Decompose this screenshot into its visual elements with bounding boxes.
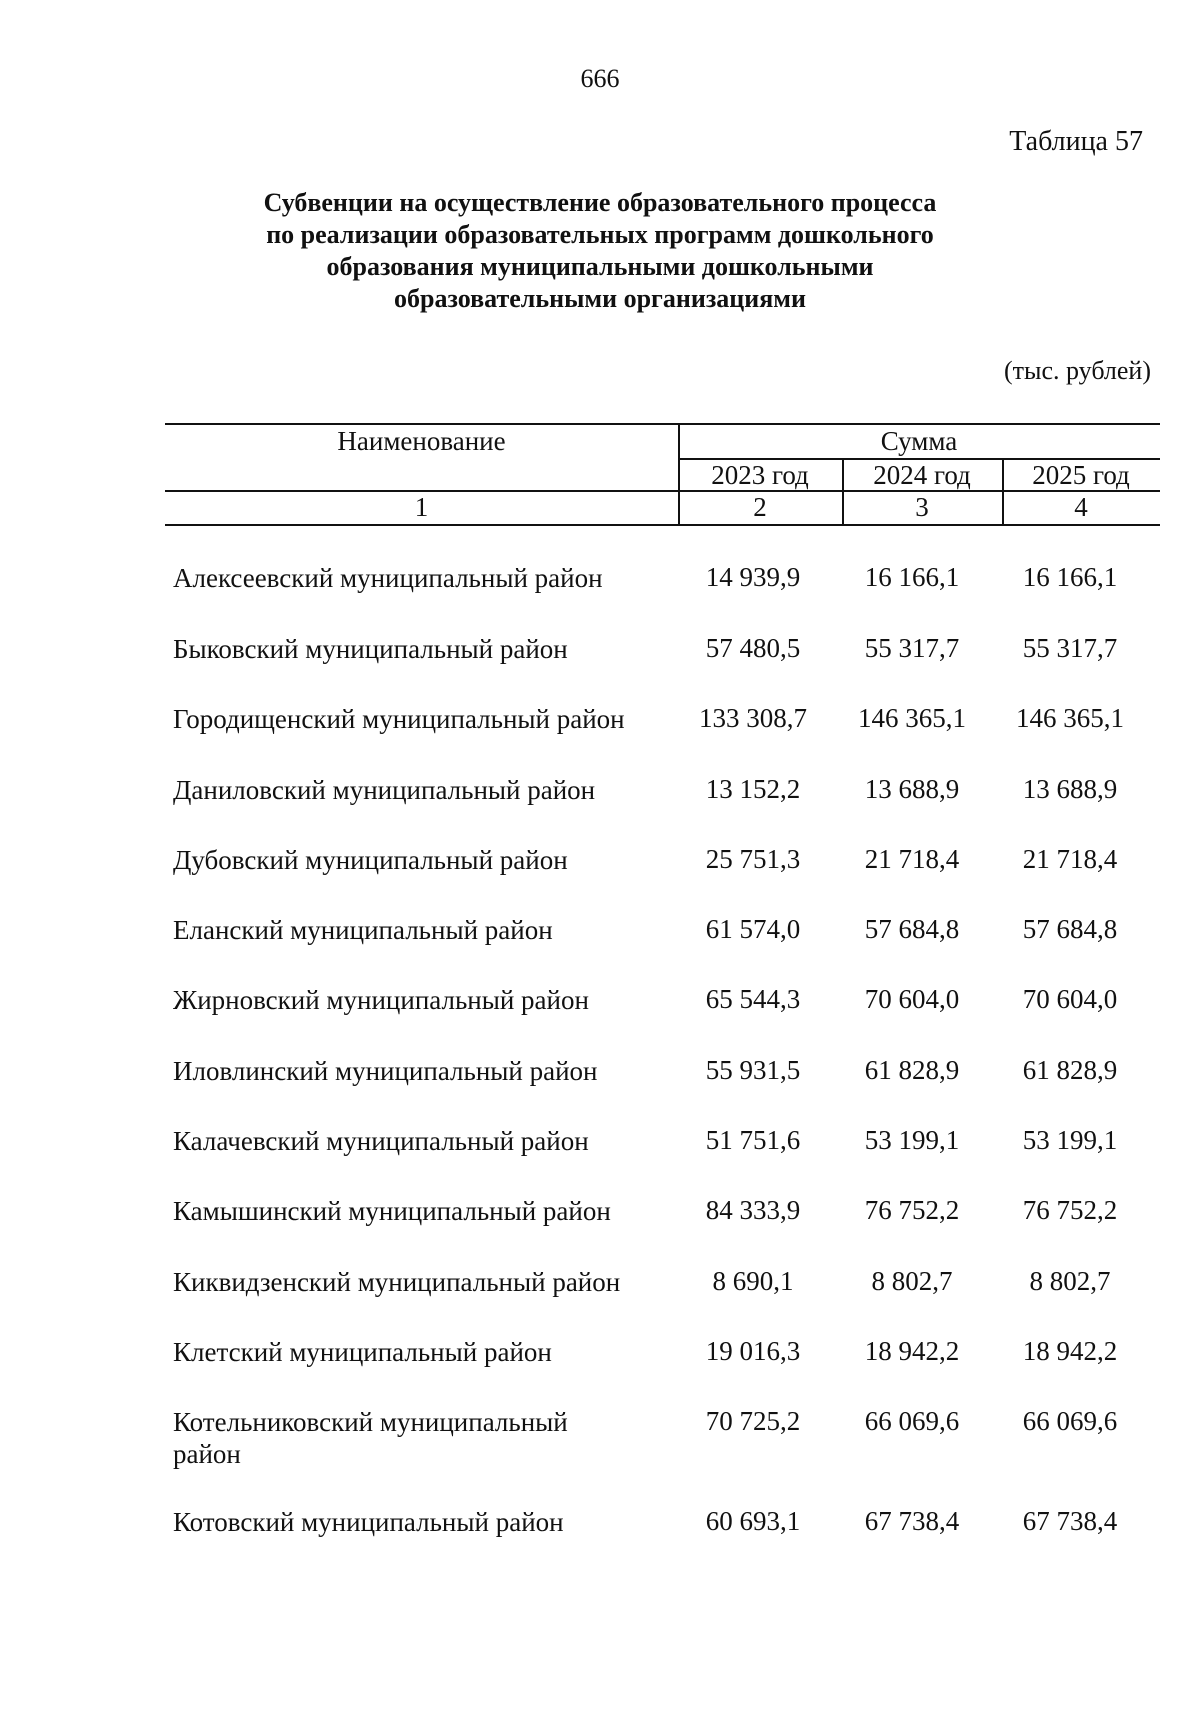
row-name: Котовский муниципальный район bbox=[173, 1507, 564, 1537]
value-2025: 55 317,7 bbox=[1022, 633, 1118, 663]
header-sum: Сумма bbox=[880, 426, 958, 456]
row-name: Калачевский муниципальный район bbox=[173, 1126, 589, 1156]
row-name: Быковский муниципальный район bbox=[173, 634, 568, 664]
units-label: (тыс. рублей) bbox=[1003, 356, 1151, 385]
row-name: Котельниковский муниципальный район bbox=[173, 1407, 568, 1469]
header-year-2023: 2023 год bbox=[711, 460, 809, 490]
title-line: по реализации образовательных программ дошкольного bbox=[266, 220, 934, 249]
table-label: Таблица 57 bbox=[1009, 126, 1143, 157]
value-2024: 57 684,8 bbox=[864, 914, 960, 944]
value-2025: 67 738,4 bbox=[1022, 1506, 1118, 1536]
header-name: Наименование bbox=[337, 426, 506, 456]
header-top-rule bbox=[165, 423, 1160, 425]
value-2023: 57 480,5 bbox=[705, 633, 801, 663]
value-2024: 8 802,7 bbox=[871, 1266, 953, 1296]
document-title bbox=[200, 187, 1000, 315]
row-name: Жирновский муниципальный район bbox=[173, 985, 589, 1015]
value-2024: 16 166,1 bbox=[864, 562, 960, 592]
value-2025: 70 604,0 bbox=[1022, 984, 1118, 1014]
page-number: 666 bbox=[580, 64, 620, 93]
title-line: образовательными организациями bbox=[394, 284, 806, 313]
row-name: Городищенский муниципальный район bbox=[173, 704, 625, 734]
value-2024: 55 317,7 bbox=[864, 633, 960, 663]
value-2024: 76 752,2 bbox=[864, 1195, 960, 1225]
header-col-number: 4 bbox=[1074, 492, 1088, 522]
value-2024: 61 828,9 bbox=[864, 1055, 960, 1085]
row-name: Алексеевский муниципальный район bbox=[173, 563, 603, 593]
row-name: Клетский муниципальный район bbox=[173, 1337, 552, 1367]
value-2025: 57 684,8 bbox=[1022, 914, 1118, 944]
value-2023: 61 574,0 bbox=[705, 914, 801, 944]
value-2025: 8 802,7 bbox=[1029, 1266, 1111, 1296]
value-2023: 133 308,7 bbox=[699, 703, 807, 733]
value-2025: 61 828,9 bbox=[1022, 1055, 1118, 1085]
value-2023: 14 939,9 bbox=[705, 562, 801, 592]
header-col-number: 1 bbox=[414, 492, 429, 522]
value-2023: 84 333,9 bbox=[705, 1195, 801, 1225]
value-2025: 21 718,4 bbox=[1022, 844, 1118, 874]
header-year-2024: 2024 год bbox=[873, 460, 971, 490]
value-2024: 18 942,2 bbox=[864, 1336, 960, 1366]
value-2025: 146 365,1 bbox=[1016, 703, 1124, 733]
value-2025: 53 199,1 bbox=[1022, 1125, 1118, 1155]
value-2024: 70 604,0 bbox=[864, 984, 960, 1014]
header-year-2025: 2025 год bbox=[1032, 460, 1130, 490]
row-name: Иловлинский муниципальный район bbox=[173, 1056, 598, 1086]
header-bottom-rule bbox=[165, 524, 1160, 526]
value-2023: 25 751,3 bbox=[705, 844, 801, 874]
value-2024: 53 199,1 bbox=[864, 1125, 960, 1155]
value-2023: 8 690,1 bbox=[712, 1266, 794, 1296]
value-2025: 66 069,6 bbox=[1022, 1406, 1118, 1436]
row-name: Камышинский муниципальный район bbox=[173, 1196, 611, 1226]
header-col-number: 3 bbox=[915, 492, 929, 522]
header-col-number: 2 bbox=[753, 492, 767, 522]
title-line: Субвенции на осуществление образовательного процесса bbox=[263, 188, 937, 217]
value-2025: 18 942,2 bbox=[1022, 1336, 1118, 1366]
value-2024: 21 718,4 bbox=[864, 844, 960, 874]
value-2023: 60 693,1 bbox=[705, 1506, 801, 1536]
value-2023: 51 751,6 bbox=[705, 1125, 801, 1155]
value-2025: 13 688,9 bbox=[1022, 774, 1118, 804]
value-2023: 55 931,5 bbox=[705, 1055, 801, 1085]
row-name: Еланский муниципальный район bbox=[173, 915, 553, 945]
value-2025: 16 166,1 bbox=[1022, 562, 1118, 592]
value-2023: 70 725,2 bbox=[705, 1406, 801, 1436]
value-2023: 65 544,3 bbox=[705, 984, 801, 1014]
value-2023: 19 016,3 bbox=[705, 1336, 801, 1366]
value-2024: 13 688,9 bbox=[864, 774, 960, 804]
row-name: Дубовский муниципальный район bbox=[173, 845, 568, 875]
row-name: Даниловский муниципальный район bbox=[173, 775, 596, 805]
value-2024: 67 738,4 bbox=[864, 1506, 960, 1536]
value-2023: 13 152,2 bbox=[705, 774, 801, 804]
value-2024: 66 069,6 bbox=[864, 1406, 960, 1436]
row-name: Киквидзенский муниципальный район bbox=[173, 1267, 621, 1297]
value-2025: 76 752,2 bbox=[1022, 1195, 1118, 1225]
value-2024: 146 365,1 bbox=[858, 703, 966, 733]
title-line: образования муниципальными дошкольными bbox=[326, 252, 874, 281]
